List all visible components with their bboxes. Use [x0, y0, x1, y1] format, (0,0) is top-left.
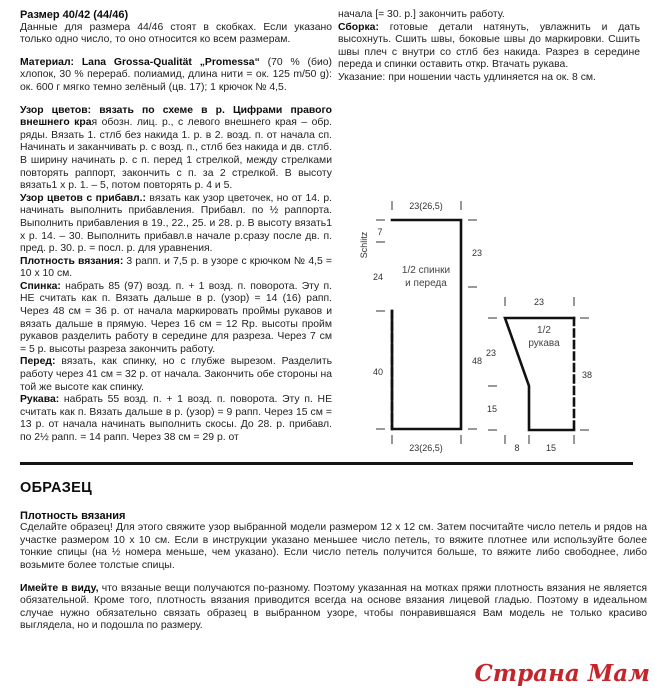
back-left-bottom-label: 40 — [372, 367, 384, 377]
back-top-width-label: 23(26,5) — [409, 201, 443, 211]
paragraph: Размер 40/42 (44/46) Данные для размера 44/46 стоят в скобках. Если указано только одно число, то оно относится ко всем размерам. — [20, 9, 332, 46]
sample-section-title: ОБРАЗЕЦ — [20, 480, 93, 496]
paragraph: Материал: Lana Grossa-Qualität „Promessa“ (70 % (био) хлопок, 30 % перераб. полиамид, длина нити = ок. 125 m/50 g): ок. 600 г мягко темно зелёный (цв. 17); 1 крючок № 4,5. — [20, 56, 332, 93]
back-piece-shape — [359, 201, 482, 453]
sleeve-piece-label: 1/2 — [537, 325, 551, 336]
back-left-top-label: 7 — [377, 227, 383, 237]
paragraph-lead-bold: Материал: Lana Grossa-Qualität „Promessa“ — [20, 56, 260, 68]
sleeve-right-label: 38 — [582, 370, 593, 380]
section-divider — [20, 462, 633, 465]
sample-section-body — [20, 510, 647, 633]
paragraph: Спинка: набрать 85 (97) возд. п. + 1 возд. п. поворота. Эту п. НЕ считать как п. Вязать дальше в р. (узор) = 14 (16) рапп. Через 48 см = 36 р. от начала маркировать проймы рукавов и вязать дальше в прямую. Через 16 см = 12 Rp. высоты пройм рукавов разделить работу в середине для разреза. Через 7 см = 5 р. высоты разреза закончить работу. — [20, 280, 332, 355]
back-piece-label: 1/2 спинки — [401, 265, 451, 276]
paragraph: Плотность вязания: 3 рапп. и 7,5 р. в узоре с крючком № 4,5 = 10 х 10 см. — [20, 255, 332, 280]
schematic-diagram — [338, 190, 655, 462]
right-text-column — [338, 9, 640, 85]
paragraph-lead-bold: Спинка: — [20, 280, 61, 292]
paragraph-lead-bold: Узор цветов с прибавл.: — [20, 192, 146, 204]
sleeve-bottom-left-label: 8 — [514, 443, 520, 453]
paragraph-lead-bold: Плотность вязания: — [20, 255, 124, 267]
sample-section — [20, 482, 647, 633]
paragraph-lead-bold: Перед: — [20, 356, 56, 368]
paragraph: Указание: при ношении часть удлиняется на ок. 8 см. — [338, 71, 596, 83]
paragraph-lead-bold: Рукава: — [20, 394, 60, 406]
back-slit-label: Schlitz — [359, 231, 369, 259]
left-text-column — [20, 9, 332, 445]
back-right-bottom-label: 48 — [472, 356, 483, 366]
paragraph: Узор цветов с прибавл.: вязать как узор цветочек, но от 14. р. начинать выполнить прибавления. Прибавл. по ½ раппорта. Выполнить прибавления в 19., 22., 25. и 28. р. В высоту вязать1 х р. 14. – 30. Выполнить прибавл.в начале р.сразу после дв. п. пред. р. 30. р. = посл. р. для уравнения. — [20, 192, 333, 255]
sleeve-left-top-label: 23 — [485, 348, 497, 358]
paragraph: Перед: вязать, как спинку, но с глубже вырезом. Разделить работу через 41 см = 32 р. от начала. Закончить обе стороны на той же высоте как спинку. — [20, 356, 332, 393]
back-bottom-width-label: 23(26,5) — [409, 443, 443, 453]
paragraph-lead-bold: Сборка: — [338, 21, 379, 33]
paragraph-lead-bold: Размер 40/42 (44/46) — [20, 9, 129, 21]
paragraph-lead-bold: Плотность вязания — [20, 509, 126, 522]
back-right-top-label: 23 — [472, 248, 483, 258]
paragraph: начала [= 30. р.] закончить работу. — [338, 9, 505, 20]
paragraph: Плотность вязания Сделайте образец! Для этого свяжите узор выбранной модели размером 12 х 12 см. Затем посчитайте число петель и рядов на участке размером 10 х 10 см. Если в инструкции указано меньшее число петель, то вяжите плотнее или используйте более тонкие спицы (на ½ номера меньше, чем указано). Если число петель получится больше, то вяжите либо свободнее, либо возьмите более толстые спицы. — [20, 509, 647, 571]
sleeve-piece-shape — [486, 297, 592, 453]
back-left-mid-label: 24 — [372, 272, 384, 282]
sleeve-bottom-right-label: 15 — [545, 443, 557, 453]
sleeve-top-width-label: 23 — [533, 297, 545, 307]
sleeve-left-bottom-label: 15 — [486, 404, 498, 414]
sleeve-piece-label2: рукава — [528, 338, 560, 349]
paragraph: Сборка: готовые детали натянуть, увлажнить и дать высохнуть. Сшить швы, боковые швы до маркировки. Сшить швы плеч с внутри со стлб без накида. Разрез в середине переда и спинки оставить откр. Втачать рукава. — [338, 21, 640, 71]
strana-mam-watermark: Страна Мам — [474, 660, 650, 687]
paragraph-lead-bold: Узор цветов: вязать по схеме в р. Цифрами правого внешнего кра — [20, 104, 332, 129]
paragraph-lead-bold: Имейте в виду, — [20, 582, 99, 594]
paragraph: Рукава: набрать 55 возд. п. + 1 возд. п. поворота. Эту п. НЕ считать как п. Вязать дальше в р. (узор) = 9 рапп. Через 15 см = 13 р. от начала начинать выполнить скосы. До 28. р. прибавл. по 2½ рапп. = 14 рапп. Через 38 см = 29 р. от — [20, 394, 332, 443]
paragraph: Узор цветов: вязать по схеме в р. Цифрами правого внешнего края обозн. лиц. р., с левого внешнего края – обр. ряды. Вязать 1. стлб без накида 1. р. в 2. возд. п. от начала сп. Начинать и заканчивать р. с возд. п., стлб без накида и дв. стлб. В ширину начинать р. с п. перед 1 стрелкой, между стрелками повторять раппорт, закончить с п. за 2 стрелкой. В высоту вязать1 х р. 1. – 5, потом повторять р. 4 и 5. — [20, 104, 332, 192]
paragraph: Имейте в виду, что вязаные вещи получаются по-разному. Поэтому указанная на мотках пряжи плотность вязания не является обязательной. Кроме того, плотность вязания приводится всегда на основе вязания лицевой гладью. Поэтому в идеальном случае нужно обязательно связать образец в выбранном узоре, чтобы понравившаяся Вам модель не только красиво выглядела, но и подошла по размеру. — [20, 582, 647, 632]
back-piece-label2: и переда — [405, 278, 447, 289]
